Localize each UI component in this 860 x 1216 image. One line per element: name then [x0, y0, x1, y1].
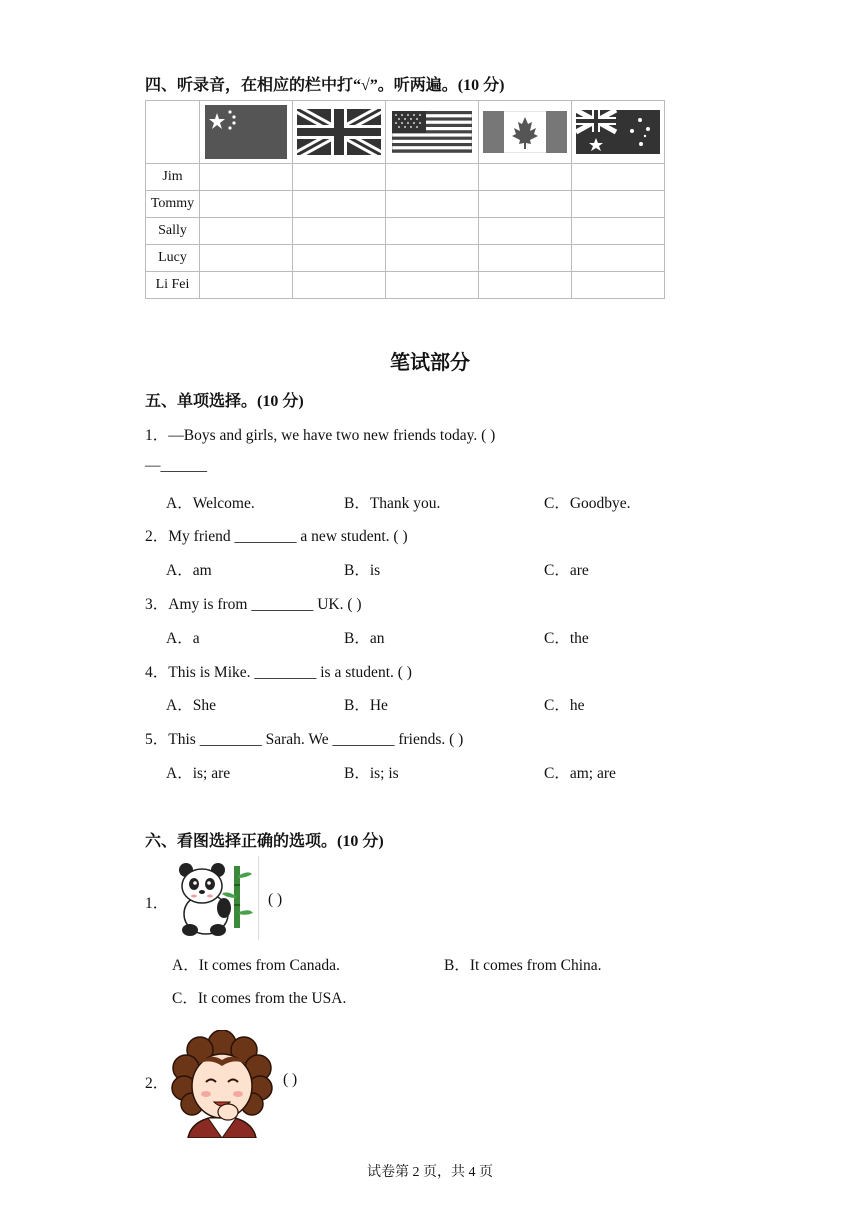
option[interactable]: B．is	[344, 562, 381, 579]
q5-5-text	[145, 727, 463, 749]
answer-cell[interactable]	[386, 164, 479, 191]
answer-cell[interactable]	[386, 191, 479, 218]
answer-paren[interactable]: ( )	[268, 891, 283, 908]
q5-2-text	[145, 524, 408, 546]
answer-cell[interactable]	[200, 191, 293, 218]
q5-1-text	[145, 423, 495, 445]
option[interactable]: C．It comes from the USA.	[172, 990, 347, 1007]
section4-title: 四、听录音，在相应的栏中打“√”。听两遍。(10 分)	[145, 77, 505, 94]
table-row	[146, 245, 665, 272]
australia-flag-icon	[576, 110, 660, 154]
question-stem: My friend ________ a new student. ( )	[168, 528, 408, 545]
q6-1-number: 1．	[145, 895, 169, 912]
option[interactable]: B．Thank you.	[344, 495, 441, 512]
question-number: 4．	[145, 664, 169, 681]
question-number: 3．	[145, 596, 169, 613]
answer-cell[interactable]	[293, 245, 386, 272]
woman-icon	[170, 1030, 274, 1138]
option[interactable]: C．am; are	[544, 765, 616, 782]
answer-cell[interactable]	[386, 245, 479, 272]
page-footer: 试卷第 2 页，共 4 页	[367, 1165, 493, 1180]
answer-cell[interactable]	[200, 218, 293, 245]
name-cell: Sally	[146, 218, 200, 245]
answer-cell[interactable]	[293, 191, 386, 218]
question-stem: This is Mike. ________ is a student. ( )	[168, 664, 412, 681]
question-number: 5．	[145, 731, 169, 748]
usa-flag-icon	[392, 111, 472, 153]
answer-cell[interactable]	[479, 245, 572, 272]
option[interactable]: B．It comes from China.	[444, 957, 602, 974]
answer-cell[interactable]	[572, 218, 665, 245]
option[interactable]: B．is; is	[344, 765, 399, 782]
canada-flag-icon	[483, 111, 567, 153]
answer-paren[interactable]: ( )	[283, 1071, 298, 1088]
table-row	[146, 218, 665, 245]
q5-4-text	[145, 660, 412, 682]
question-stem: This ________ Sarah. We ________ friends. ( )	[168, 731, 464, 748]
answer-cell[interactable]	[293, 218, 386, 245]
name-cell: Jim	[146, 164, 200, 191]
option[interactable]: A．is; are	[166, 765, 231, 782]
answer-cell[interactable]	[200, 245, 293, 272]
answer-cell[interactable]	[572, 164, 665, 191]
answer-cell[interactable]	[572, 272, 665, 299]
question-stem: —Boys and girls, we have two new friends today. ( )	[168, 427, 496, 444]
option[interactable]: B．He	[344, 697, 388, 714]
flag-cell-canada	[479, 101, 572, 164]
answer-cell[interactable]	[572, 245, 665, 272]
option[interactable]: C．Goodbye.	[544, 495, 631, 512]
name-cell: Li Fei	[146, 272, 200, 299]
answer-cell[interactable]	[293, 272, 386, 299]
answer-cell[interactable]	[386, 272, 479, 299]
listening-table	[145, 100, 665, 299]
option[interactable]: A．a	[166, 630, 200, 647]
flag-cell-uk	[293, 101, 386, 164]
answer-cell[interactable]	[479, 191, 572, 218]
option[interactable]: A．Welcome.	[166, 495, 255, 512]
flag-cell-usa	[386, 101, 479, 164]
q5-3-text	[145, 592, 362, 614]
table-row	[146, 164, 665, 191]
answer-cell[interactable]	[200, 164, 293, 191]
flag-cell-china	[200, 101, 293, 164]
flag-cell-australia	[572, 101, 665, 164]
answer-cell[interactable]	[200, 272, 293, 299]
name-cell: Lucy	[146, 245, 200, 272]
corner-cell	[146, 101, 200, 164]
question-stem: Amy is from ________ UK. ( )	[168, 596, 362, 613]
answer-cell[interactable]	[572, 191, 665, 218]
q6-2-number: 2．	[145, 1075, 169, 1092]
option[interactable]: A．She	[166, 697, 216, 714]
option[interactable]: C．he	[544, 697, 585, 714]
section6-title: 六、看图选择正确的选项。(10 分)	[145, 833, 384, 850]
answer-cell[interactable]	[479, 164, 572, 191]
option[interactable]: C．the	[544, 630, 589, 647]
question-number: 2．	[145, 528, 169, 545]
answer-cell[interactable]	[293, 164, 386, 191]
option[interactable]: A．It comes from Canada.	[172, 957, 340, 974]
section5-title: 五、单项选择。(10 分)	[145, 393, 304, 410]
panda-icon	[172, 856, 256, 940]
woman-image	[170, 1030, 274, 1138]
uk-flag-icon	[297, 109, 381, 155]
option[interactable]: B．an	[344, 630, 385, 647]
answer-cell[interactable]	[479, 218, 572, 245]
question-number: 1．	[145, 427, 169, 444]
answer-cell[interactable]	[479, 272, 572, 299]
q5-1-answer-line: —______	[145, 457, 207, 474]
option[interactable]: A．am	[166, 562, 212, 579]
table-row	[146, 191, 665, 218]
answer-cell[interactable]	[386, 218, 479, 245]
written-part-title: 笔试部分	[390, 352, 470, 374]
option[interactable]: C．are	[544, 562, 589, 579]
table-row	[146, 272, 665, 299]
china-flag-icon	[205, 105, 287, 159]
name-cell: Tommy	[146, 191, 200, 218]
panda-image	[170, 856, 259, 940]
